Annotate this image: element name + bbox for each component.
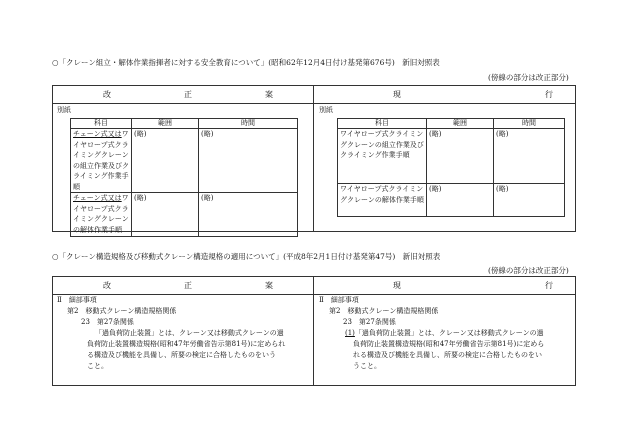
section2-table — [52, 276, 576, 386]
section2-title: ○「クレーン構造規格及び移動式クレーン構造規格の適用について」(平成8年2月1日付け基発第47号) 新旧対照表 — [52, 252, 441, 261]
section1-table — [52, 85, 576, 232]
section2-header-new: 改 正 案 — [103, 281, 273, 290]
section2-old-article: 23 第27条関係 — [343, 318, 396, 326]
section2-new-article: 23 第27条関係 — [81, 318, 134, 326]
table-row: ワイヤロープ式クライミングクレーンの解体作業手順 (略) (略) — [338, 184, 565, 217]
section2-new-heading: Ⅱ 細部事項 — [57, 296, 97, 304]
section2-new-para-line: こと。 — [87, 362, 108, 370]
section2-new-para-line: 負荷防止装置構造規格(昭和47年労働省告示第81号)に定められ — [87, 340, 286, 348]
section1-old-subject-table: 科目 範囲 時間 ワイヤロープ式クライミングクレーンの組立作業及びクライミング作業手順 (略) (略) ワイヤロープ式クライミングクレーンの解体作業手順 (略) (略) — [337, 118, 565, 217]
section1-title: ○「クレーン組立・解体作業指揮者に対する安全教育について」(昭和62年12月4日付け基発第676号) 新旧対照表 — [52, 58, 440, 67]
section1-header-new: 改 正 案 — [103, 90, 273, 99]
section2-old-para-line: うこと。 — [353, 362, 381, 370]
section1-note: (傍線の部分は改正部分) — [488, 73, 569, 82]
section1-betsushi-old: 別紙 — [319, 106, 333, 114]
section2-new-para-line: る構造及び機能を具備し、所要の検定に合格したものをいう — [87, 351, 276, 359]
section1-betsushi-new: 別紙 — [57, 106, 71, 114]
section2-old-subheading: 第2 移動式クレーン構造規格関係 — [329, 307, 439, 315]
section2-header-old: 現 行 — [393, 281, 553, 290]
section2-old-heading: Ⅱ 細部事項 — [319, 296, 359, 304]
table-row: チェーン式又はワイヤロープ式クライミングクレーンの組立作業及びクライミング作業手順 (略) (略) — [71, 129, 298, 193]
section1-header-old: 現 行 — [393, 90, 553, 99]
section2-note: (傍線の部分は改正部分) — [488, 266, 569, 275]
section2-old-para-line: れる構造及び機能を具備し、所要の検定に合格したものをい — [353, 351, 542, 359]
section2-new-subheading: 第2 移動式クレーン構造規格関係 — [67, 307, 177, 315]
section2-new-para-line: 「過負荷防止装置」とは、クレーン又は移動式クレーンの過 — [95, 329, 284, 337]
table-row: チェーン式又はワイヤロープ式クライミングクレーンの解体作業手順 (略) (略) — [71, 193, 298, 237]
section2-old-para-line: (1)「過負荷防止装置」とは、クレーン又は移動式クレーンの過 — [345, 329, 544, 337]
section1-new-subject-table: 科目 範囲 時間 チェーン式又はワイヤロープ式クライミングクレーンの組立作業及びクライミング作業手順 (略) (略) チェーン式又はワイヤロープ式クライミングクレーンの解体作業手順 (略) (略) — [70, 118, 298, 237]
table-row: ワイヤロープ式クライミングクレーンの組立作業及びクライミング作業手順 (略) (略) — [338, 129, 565, 184]
section2-old-para-line: 負荷防止装置構造規格(昭和47年労働省告示第81号)に定めら — [353, 340, 545, 348]
